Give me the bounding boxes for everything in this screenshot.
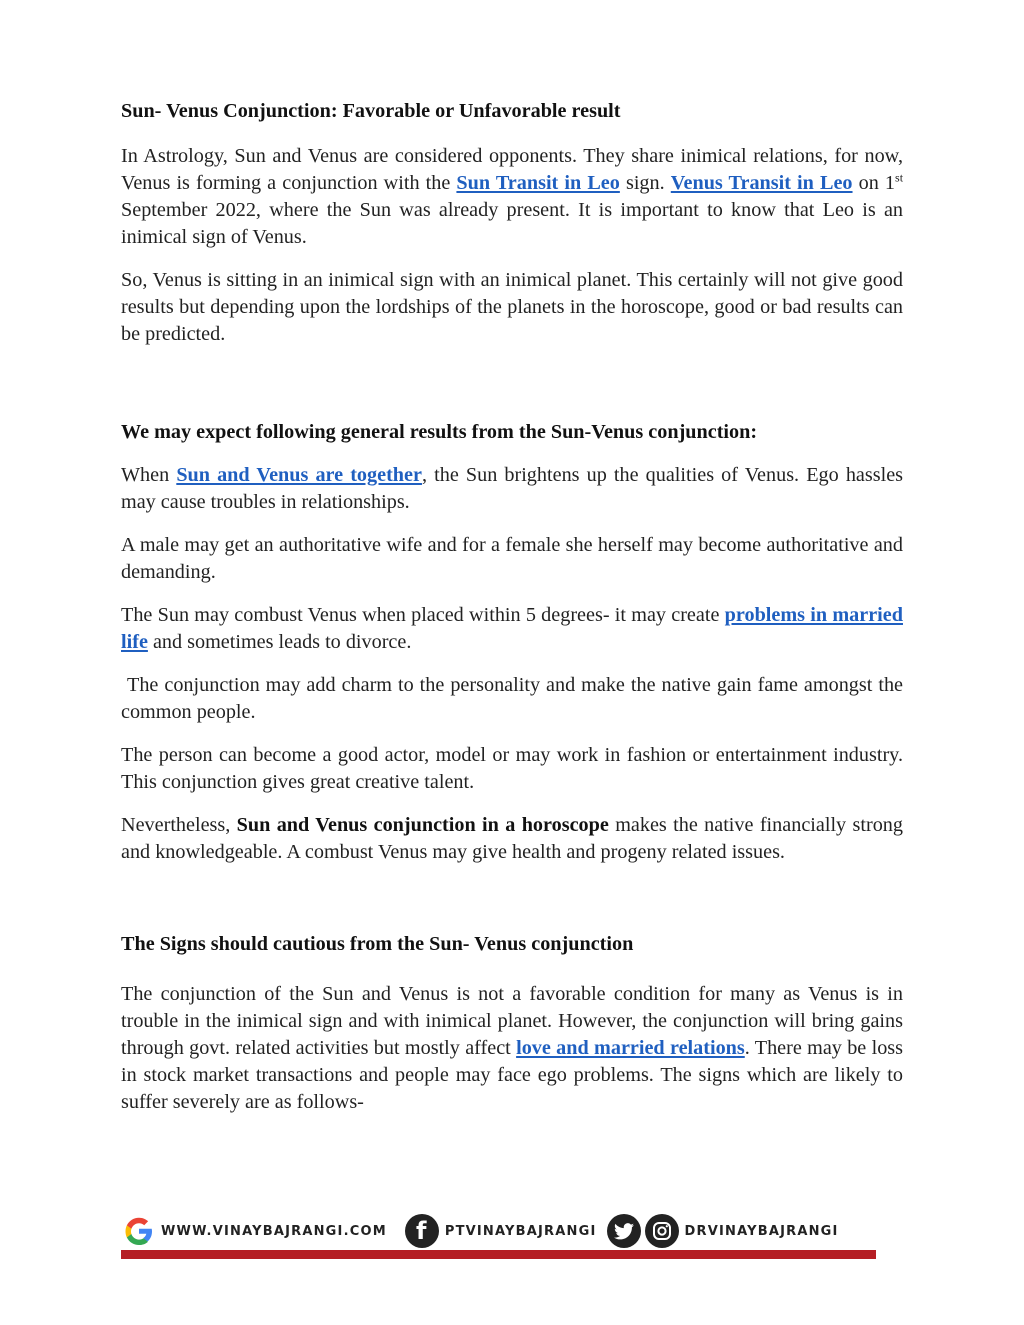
- paragraph-charm: The conjunction may add charm to the personality and make the native gain fame amongst the common people.: [121, 674, 909, 723]
- paragraph-combust: [121, 602, 903, 656]
- section-heading-conjunction: Sun- Venus Conjunction: Favorable or Unfavorable result: [121, 100, 621, 122]
- text: . There may be loss in stock market transactions and people may face ego problems. The signs which are likely to suffer severely are as follows-: [121, 1037, 903, 1113]
- google-icon: [121, 1213, 157, 1249]
- link-sun-and-venus-together[interactable]: Sun and Venus are together: [176, 464, 422, 486]
- link-sun-transit-in-leo[interactable]: Sun Transit in Leo: [456, 172, 620, 194]
- footer-facebook-handle[interactable]: PTVINAYBAJRANGI: [444, 1223, 597, 1239]
- text: September 2022, where the Sun was already present. It is important to know that Leo is an inimical sign of Venus.: [121, 199, 903, 248]
- section-heading-general-results: We may expect following general results from the Sun-Venus conjunction:: [121, 421, 758, 443]
- paragraph-opponents: [121, 143, 903, 251]
- link-problems-in-married-life[interactable]: problems in married life: [121, 604, 903, 653]
- paragraph-inimical-sign: So, Venus is sitting in an inimical sign with an inimical planet. This certainly will not give good results but depending upon the lordships of the planets in the horoscope, good or bad results can be predicted.: [121, 269, 903, 345]
- section-heading-signs-cautious: The Signs should cautious from the Sun- Venus conjunction: [121, 933, 634, 955]
- paragraph-signs: [121, 981, 903, 1116]
- text: The Sun may combust Venus when placed within 5 degrees- it may create: [121, 604, 725, 626]
- link-venus-transit-in-leo[interactable]: Venus Transit in Leo: [670, 172, 853, 194]
- text: makes the native financially strong and knowledgeable. A combust Venus may give health and progeny related issues.: [121, 814, 903, 863]
- footer-banner: [121, 1212, 876, 1262]
- paragraph-together: [121, 462, 903, 516]
- text: Nevertheless,: [121, 814, 237, 836]
- text: and sometimes leads to divorce.: [147, 631, 412, 653]
- instagram-icon: [645, 1214, 679, 1248]
- text: , the Sun brightens up the qualities of Venus. Ego hassles may cause troubles in relationships.: [121, 464, 904, 513]
- text: on 1: [852, 172, 896, 194]
- text: The conjunction of the Sun and Venus is not a favorable condition for many as Venus is in trouble in the inimical sign and with inimical planet. However, the conjunction will bring gains through govt. related activities but mostly affect: [121, 983, 903, 1059]
- bold-phrase: Sun and Venus conjunction in a horoscope: [236, 814, 609, 836]
- text: sign.: [619, 172, 671, 194]
- footer-website[interactable]: WWW.VINAYBAJRANGI.COM: [161, 1223, 387, 1239]
- paragraph-authoritative: A male may get an authoritative wife and for a female she herself may become authoritative and demanding.: [121, 534, 903, 583]
- document-body: [121, 98, 909, 1116]
- twitter-icon: [607, 1214, 641, 1248]
- footer-contact-row: [121, 1212, 876, 1250]
- footer-accent-bar: [121, 1250, 876, 1259]
- text: When: [121, 464, 177, 486]
- footer-social-handle[interactable]: DRVINAYBAJRANGI: [684, 1223, 839, 1239]
- ordinal-suffix: st: [895, 170, 904, 185]
- paragraph-actor: The person can become a good actor, model or may work in fashion or entertainment industry. This conjunction gives great creative talent.: [121, 744, 903, 793]
- link-love-and-married-relations[interactable]: love and married relations: [516, 1037, 745, 1059]
- text: In Astrology, Sun and Venus are considered opponents. They share inimical relations, for now, Venus is forming a conjunction with the: [121, 145, 903, 194]
- facebook-icon: f: [405, 1214, 439, 1248]
- paragraph-nevertheless: [121, 812, 903, 866]
